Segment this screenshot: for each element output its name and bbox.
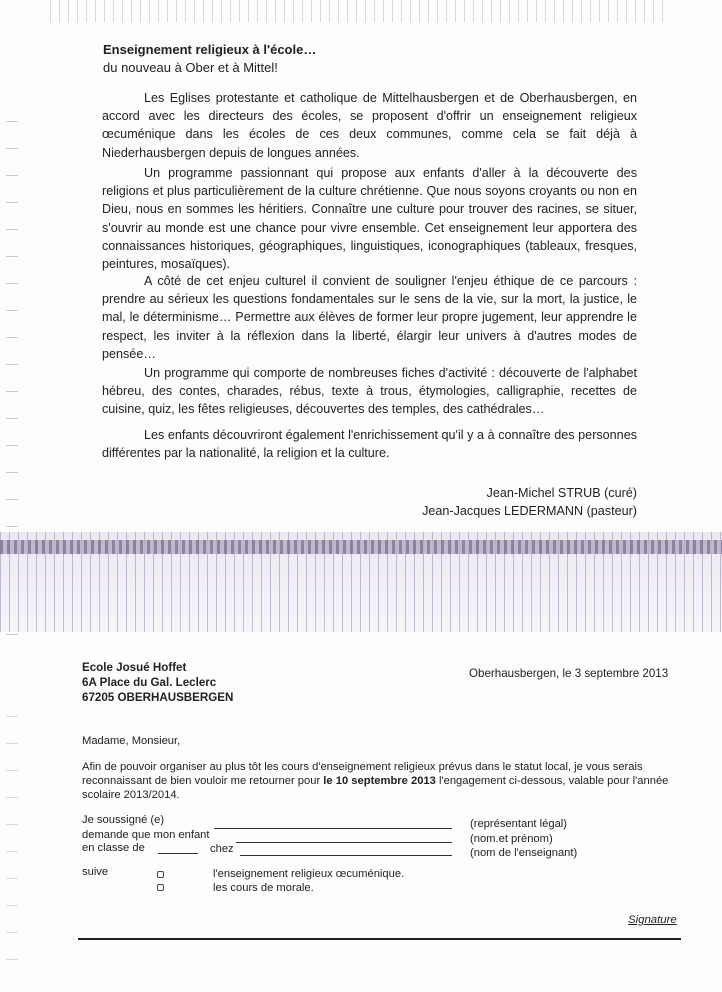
article-paragraph: Un programme qui comporte de nombreuses fiches d'activité : découverte de l'alphabet hébreu, des contes, charades, rébus, texte à trous, étymologies, calligraphie, recettes de cuisine, quiz, les fêtes religieuses, découvertes des temples, des cathédrales… (102, 366, 637, 417)
field-enseignant[interactable] (240, 855, 452, 856)
checkbox-oecumenique[interactable] (157, 871, 164, 878)
checkbox-morale[interactable] (157, 884, 164, 891)
option-morale: les cours de morale. (213, 882, 314, 894)
article-paragraph: A côté de cet enjeu culturel il convient de souligner l'enjeu éthique de ce parcours : prendre au sérieux les questions fondamentales sur le sens de la vie, sur la mort, la justice, le mal, le déterminisme… Permettre aux élèves de former leur propre jugement, leur apprendre le respect, les inviter à la réflexion dans la liberté, élargir leur univers à d'autres modes de pensée… (102, 274, 637, 361)
letter-salutation: Madame, Monsieur, (82, 735, 181, 747)
field-enfant[interactable] (236, 842, 452, 843)
option-oecumenique: l'enseignement religieux œcuménique. (213, 868, 405, 880)
field-representant[interactable] (214, 828, 452, 829)
signature-label: Signature (628, 914, 677, 926)
school-street: 6A Place du Gal. Leclerc (82, 676, 217, 689)
scan-margin-ticks-lower (6, 690, 18, 970)
letter-deadline: le 10 septembre 2013 (323, 775, 436, 787)
signature-cure: Jean-Michel STRUB (curé) (486, 486, 637, 500)
form-label-classe: en classe de (82, 842, 145, 854)
letter-body (82, 760, 682, 802)
scan-stripe-top (50, 0, 670, 22)
letter-date: Oberhausbergen, le 3 septembre 2013 (469, 667, 669, 680)
form-label-suive: suive (82, 866, 109, 878)
form-label-soussigne: Je soussigné (e) (82, 814, 165, 826)
letter-body-text-end: l'engagement ci-dessous, valable pour l'année scolaire 2013/2014. (82, 775, 669, 801)
article-title: Enseignement religieux à l'école… (103, 42, 317, 57)
signature-pasteur: Jean-Jacques LEDERMANN (pasteur) (422, 504, 637, 518)
form-label-enfant: demande que mon enfant (82, 829, 210, 841)
article-paragraph: Les Eglises protestante et catholique de Mittelhausbergen et de Oberhausbergen, en accord avec les directeurs des écoles, se proposent d'offrir un enseignement religieux œcuménique dans les écoles de ces deux communes, comme cela se fait déjà à Niederhausbergen depuis de longues années. (102, 91, 637, 160)
school-city: 67205 OBERHAUSBERGEN (82, 691, 234, 704)
letter-body-text: Afin de pouvoir organiser au plus tôt les cours d'enseignement religieux prévus dans le statut local, je vous serais reconnaissant de bien vouloir me retourner pour (82, 761, 643, 787)
school-name: Ecole Josué Hoffet (82, 661, 187, 674)
bottom-rule (78, 938, 681, 940)
form-hint-representant: (représentant légal) (470, 818, 568, 830)
field-classe[interactable] (158, 853, 198, 854)
form-hint-enseignant: (nom de l'enseignant) (470, 847, 578, 859)
article-paragraph: Un programme passionnant qui propose aux enfants d'aller à la découverte des religions et plus particulièrement de la culture chrétienne. Que nous soyons croyants ou non en Dieu, nous en sommes les héritiers. Connaître une culture pour trouver des racines, se situer, s'ouvrir au monde est une chance pour vivre ensemble. Cet enseignement leur apportera des connaissances historiques, géographiques, linguistiques, iconographiques (tableaux, fresques, peintures, mosaïques). (102, 166, 637, 272)
scan-band-bar (0, 540, 722, 554)
form-label-chez: chez (210, 843, 234, 855)
article-subtitle: du nouveau à Ober et à Mittel! (103, 60, 278, 75)
article-paragraph: Les enfants découvriront également l'enrichissement qu'il y a à connaître des personnes différentes par la nationalité, la religion et la culture. (102, 428, 637, 461)
form-hint-enfant: (nom.et prénom) (470, 833, 553, 845)
